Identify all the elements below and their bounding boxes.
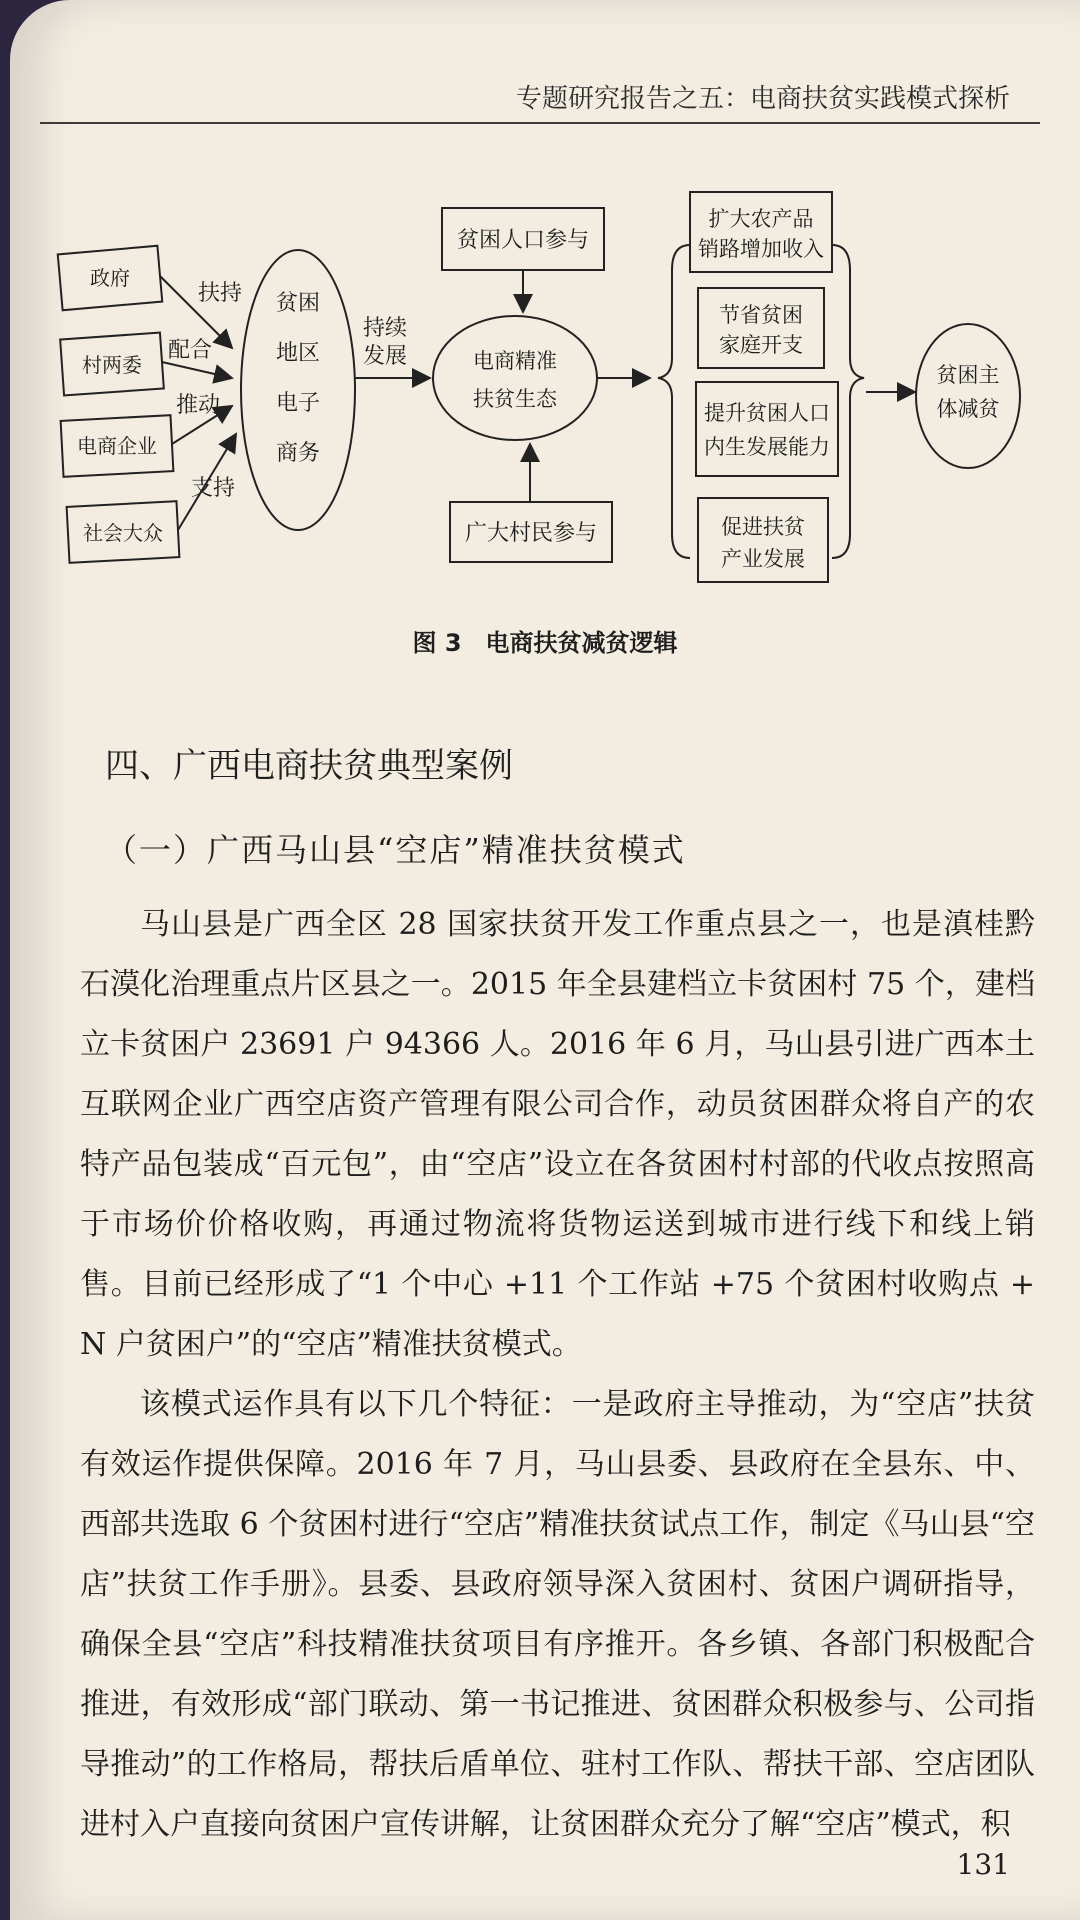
relation-label-back: 支持 (190, 476, 236, 501)
svg-text:贫困主: 贫困主 (936, 363, 1000, 387)
svg-text:销路增加收入: 销路增加收入 (698, 237, 824, 261)
svg-text:电子: 电子 (275, 391, 321, 416)
svg-text:扩大农产品: 扩大农产品 (708, 207, 814, 231)
page-number: 131 (956, 1848, 1010, 1881)
svg-text:电商企业: 电商企业 (77, 434, 157, 458)
input-box-government (58, 246, 163, 311)
svg-text:产业发展: 产业发展 (721, 547, 805, 571)
book-page (10, 0, 1080, 1920)
relation-label-cooperate: 配合 (167, 338, 213, 363)
ecosystem-ellipse (433, 316, 597, 440)
top-input-box (442, 208, 604, 270)
input-box-general-public (67, 501, 180, 563)
outcome-box-expand-sales (690, 192, 832, 272)
svg-text:地区: 地区 (275, 341, 321, 366)
outcomes-right-brace (832, 245, 864, 558)
paragraph-1: 马山县是广西全区 28 国家扶贫开发工作重点县之一，也是滇桂黔石漠化治理重点片区县之一。2015 年全县建档立卡贫困村 75 个，建档立卡贫困户 23691 户 94366 人。2016 年 6 月，马山县引进广西本土互联网企业广西空店资产管理有限公司合作，动员贫困群众将自产的农特产品包装成“百元包”，由“空店”设立在各贫困村村部的代收点按照高于市场价价格收购，再通过物流将货物运送到城市进行线下和线上销售。目前已经形成了“1 个中心 +11 个工作站 +75 个贫困村收购点 + N 户贫困户”的“空店”精准扶贫模式。 (80, 907, 1035, 1362)
header-rule (40, 122, 1040, 124)
arrow-label-development: 发展 (362, 344, 408, 369)
svg-text:电商精准: 电商精准 (473, 349, 557, 373)
svg-text:广大村民参与: 广大村民参与 (464, 521, 598, 546)
result-ellipse (916, 324, 1020, 468)
paragraph-2: 该模式运作具有以下几个特征：一是政府主导推动，为“空店”扶贫有效运作提供保障。2016 年 7 月，马山县委、县政府在全县东、中、西部共选取 6 个贫困村进行“空店”精准扶贫试点工作，制定《马山县“空店”扶贫工作手册》。县委、县政府领导深入贫困村、贫困户调研指导，确保全县“空店”科技精准扶贫项目有序推开。各乡镇、各部门积极配合推进，有效形成“部门联动、第一书记推进、贫困群众积极参与、公司指导推动”的工作格局，帮扶后盾单位、驻村工作队、帮扶干部、空店团队进村入户直接向贫困户宣传讲解，让贫困群众充分了解“空店”模式，积 (80, 1387, 1035, 1842)
svg-text:促进扶贫: 促进扶贫 (721, 515, 805, 539)
svg-text:内生发展能力: 内生发展能力 (704, 435, 830, 459)
svg-text:社会大众: 社会大众 (83, 521, 163, 545)
figure-caption: 图 3 电商扶贫减贫逻辑 (412, 629, 678, 657)
outcome-box-save-expenses (698, 288, 824, 368)
svg-text:村两委: 村两委 (82, 353, 142, 377)
outcome-box-internal-capacity (696, 382, 838, 476)
svg-text:政府: 政府 (90, 266, 130, 290)
svg-text:贫困: 贫困 (275, 291, 321, 316)
svg-text:贫困人口参与: 贫困人口参与 (456, 228, 590, 253)
outcome-box-industry-development (698, 498, 828, 582)
outcomes-left-brace (658, 245, 690, 558)
input-box-village-committees (60, 333, 164, 396)
svg-text:节省贫困: 节省贫困 (719, 303, 803, 327)
arrow-village-committees (162, 362, 232, 378)
running-header: 专题研究报告之五：电商扶贫实践模式探析 (515, 84, 1010, 114)
svg-text:体减贫: 体减贫 (936, 397, 1000, 421)
arrow-label-continuous: 持续 (362, 316, 408, 341)
svg-text:家庭开支: 家庭开支 (719, 333, 803, 357)
poverty-reduction-logic-diagram (10, 150, 1080, 610)
subsection-heading: （一）广西马山县“空店”精准扶贫模式 (105, 831, 686, 869)
section-heading: 四、广西电商扶贫典型案例 (105, 746, 513, 786)
svg-text:扶贫生态: 扶贫生态 (473, 387, 557, 411)
core-region-ellipse (241, 250, 355, 530)
relation-label-promote: 推动 (175, 393, 221, 418)
svg-text:提升贫困人口: 提升贫困人口 (704, 401, 830, 425)
bottom-input-box (450, 502, 612, 562)
input-box-ecommerce-enterprises (61, 415, 174, 477)
relation-label-support: 扶持 (197, 281, 243, 306)
svg-text:商务: 商务 (275, 441, 321, 466)
body-text (80, 895, 1035, 1855)
